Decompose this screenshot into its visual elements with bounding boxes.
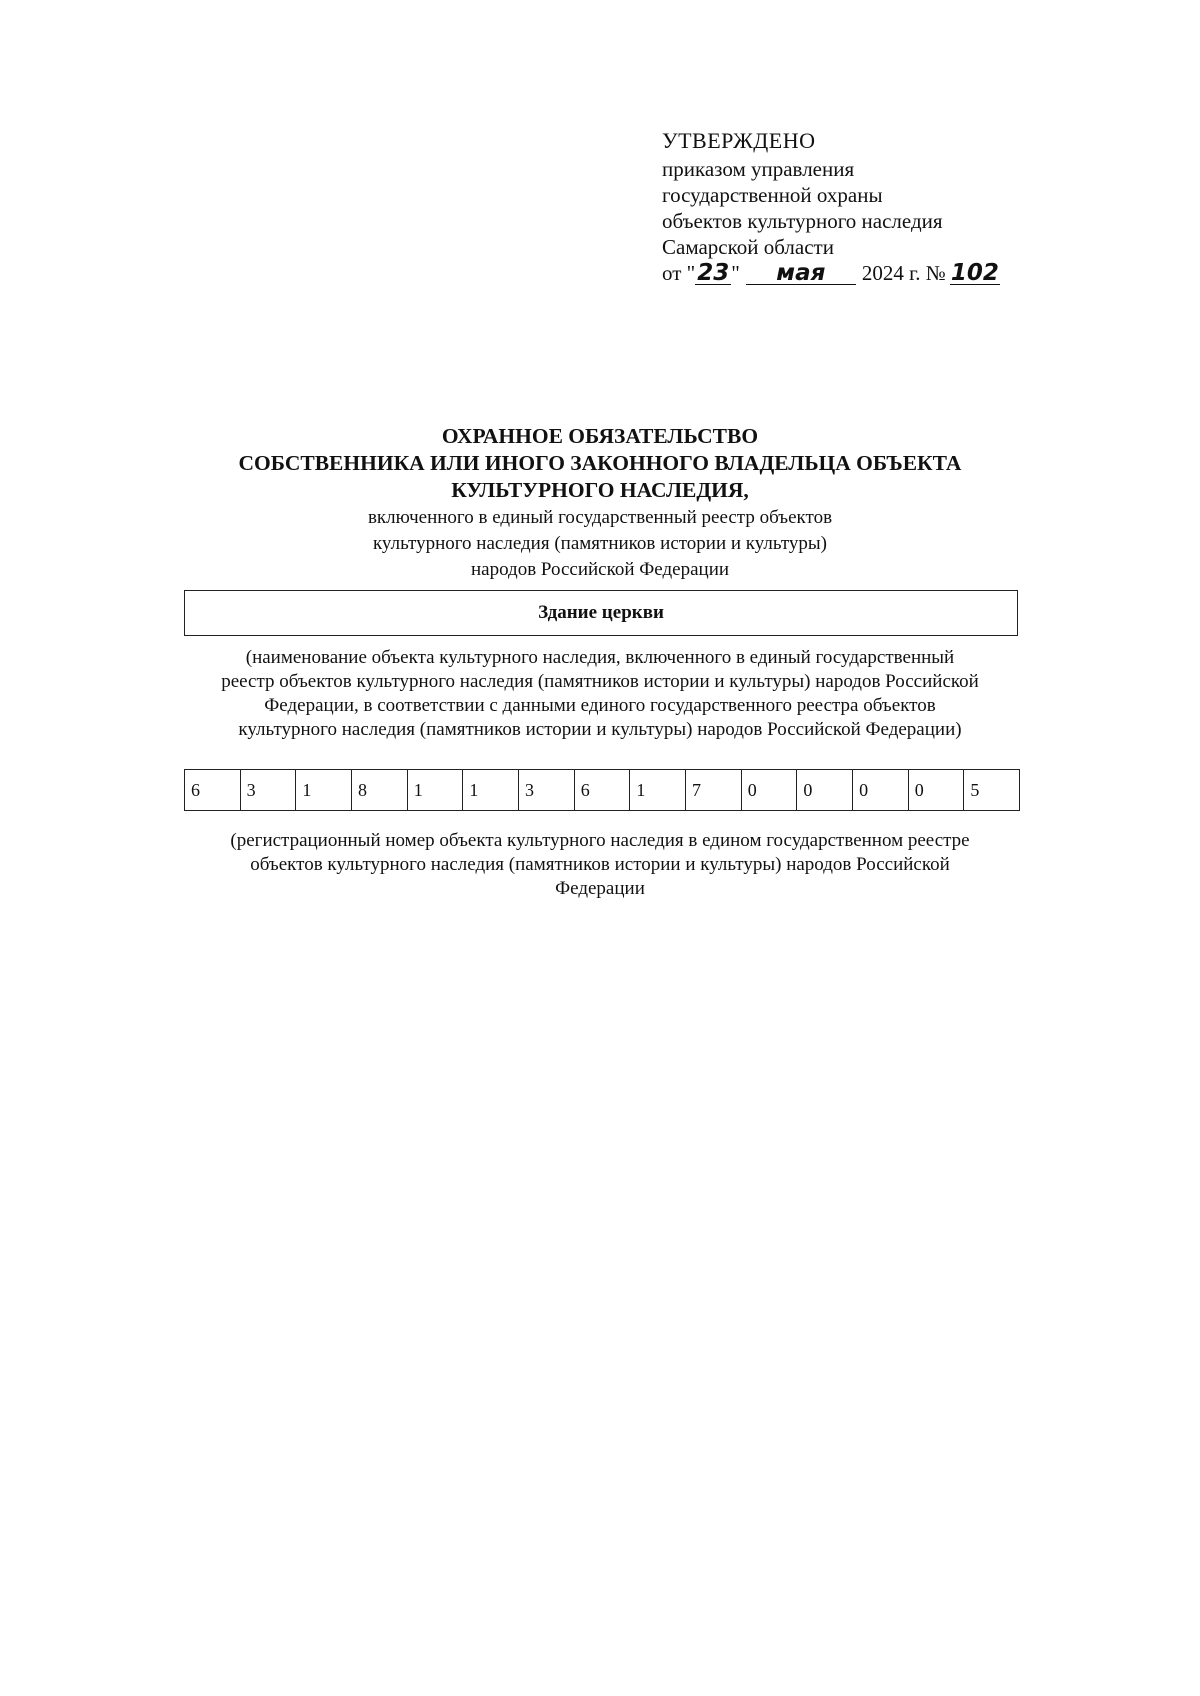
approval-date-line bbox=[662, 260, 1000, 286]
caption-line: (наименование объекта культурного наследия, включенного в единый государственный bbox=[245, 647, 955, 668]
heading-subline: включенного в единый государственный реестр объектов bbox=[367, 507, 833, 528]
handwritten-order-number: 102 bbox=[950, 260, 999, 286]
object-name-caption bbox=[180, 646, 1020, 742]
caption-line: культурного наследия (памятников истории и культуры) народов Российской Федерации) bbox=[238, 719, 962, 740]
approval-line: объектов культурного наследия bbox=[662, 209, 943, 233]
heading-line: КУЛЬТУРНОГО НАСЛЕДИЯ, bbox=[451, 478, 749, 502]
object-name: Здание церкви bbox=[538, 602, 664, 623]
reg-digit-cell: 0 bbox=[853, 770, 909, 810]
reg-digit-cell: 1 bbox=[408, 770, 464, 810]
reg-digit-cell: 6 bbox=[575, 770, 631, 810]
handwritten-day: 23 bbox=[697, 260, 730, 286]
reg-digit-cell: 3 bbox=[519, 770, 575, 810]
reg-digit-cell: 1 bbox=[463, 770, 519, 810]
reg-digit-cell: 8 bbox=[352, 770, 408, 810]
heading-line: ОХРАННОЕ ОБЯЗАТЕЛЬСТВО bbox=[441, 424, 759, 448]
approval-title: УТВЕРЖДЕНО bbox=[662, 128, 816, 153]
caption-line: объектов культурного наследия (памятников истории и культуры) народов Российской bbox=[250, 854, 950, 875]
heading-subline: культурного наследия (памятников истории и культуры) bbox=[372, 533, 828, 554]
caption-line: Федерации bbox=[555, 878, 645, 899]
reg-digit-cell: 5 bbox=[970, 780, 980, 800]
date-quote: " bbox=[731, 261, 740, 285]
registration-caption bbox=[180, 829, 1020, 901]
approval-line: Самарской области bbox=[662, 235, 834, 259]
document-heading bbox=[170, 423, 1030, 582]
reg-digit-cell: 3 bbox=[241, 770, 297, 810]
approval-line: приказом управления bbox=[662, 157, 855, 181]
approval-block bbox=[662, 128, 1000, 286]
reg-digit-cell: 7 bbox=[686, 770, 742, 810]
heading-line: СОБСТВЕННИКА ИЛИ ИНОГО ЗАКОННОГО ВЛАДЕЛЬЦА ОБЪЕКТА bbox=[238, 451, 962, 475]
registration-number-grid bbox=[184, 769, 1020, 811]
reg-digit-cell: 1 bbox=[296, 770, 352, 810]
caption-line: (регистрационный номер объекта культурного наследия в едином государственном реестре bbox=[230, 830, 970, 851]
approval-line: государственной охраны bbox=[662, 183, 883, 207]
reg-digit-cell: 1 bbox=[630, 770, 686, 810]
caption-line: Федерации, в соответствии с данными единого государственного реестра объектов bbox=[264, 695, 936, 716]
reg-digit-cell: 0 bbox=[797, 770, 853, 810]
reg-digit-cell: 0 bbox=[742, 770, 798, 810]
reg-digit-cell: 0 bbox=[909, 770, 965, 810]
date-prefix: от " bbox=[662, 261, 696, 285]
caption-line: реестр объектов культурного наследия (памятников истории и культуры) народов Российской bbox=[221, 671, 979, 692]
object-name-box bbox=[184, 590, 1018, 636]
heading-subline: народов Российской Федерации bbox=[470, 559, 730, 580]
handwritten-month: мая bbox=[746, 262, 856, 285]
date-year-text: 2024 г. № bbox=[861, 261, 946, 285]
reg-digit-cell: 6 bbox=[185, 770, 241, 810]
